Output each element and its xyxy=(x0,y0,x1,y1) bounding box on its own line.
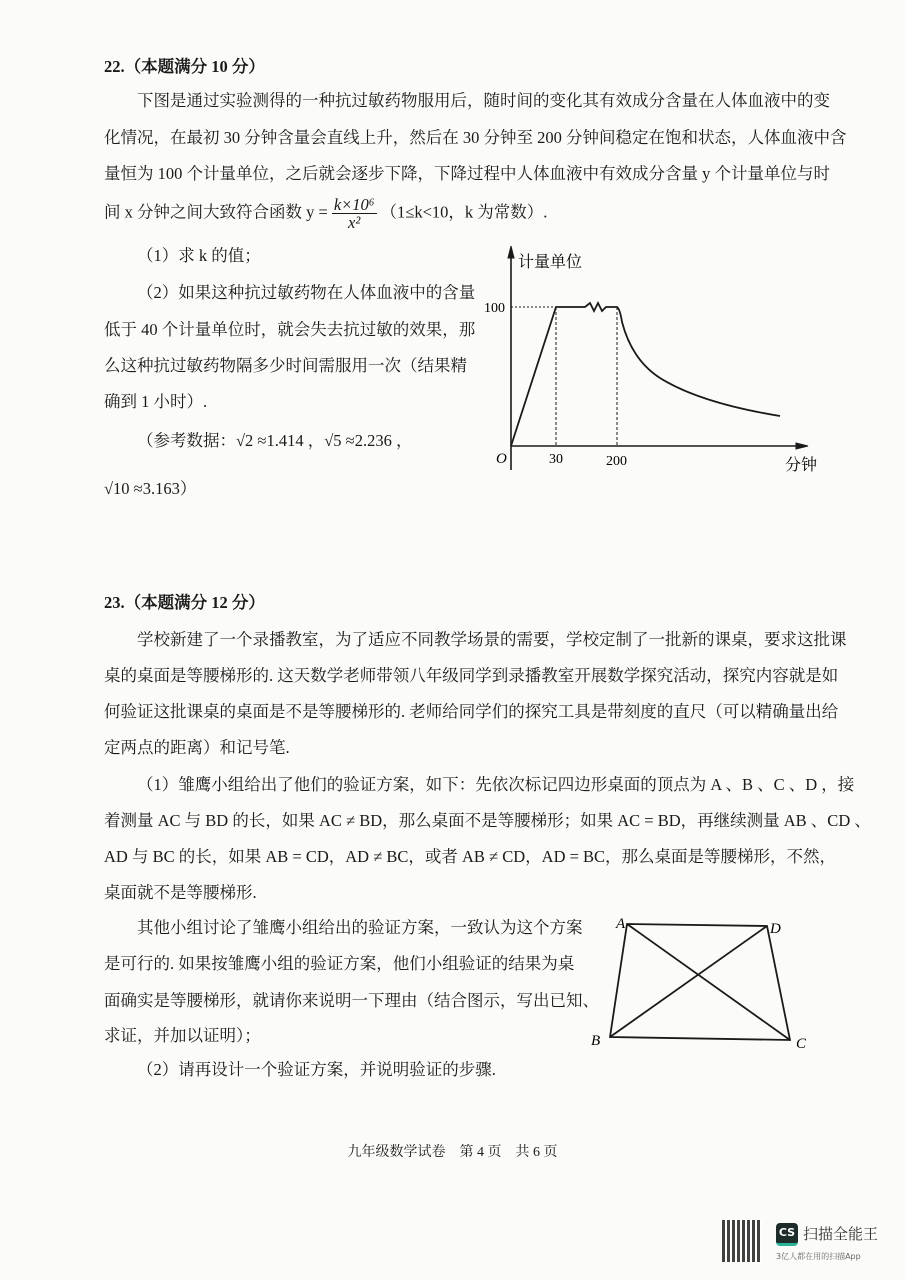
q23-others-3: 面确实是等腰梯形，就请你来说明一下理由（结合图示，写出已知、 xyxy=(104,991,599,1010)
q22-para-3: 量恒为 100 个计量单位，之后就会逐步下降，下降过程中人体血液中有效成分含量 y 个计量单位与时 xyxy=(104,164,830,183)
curve xyxy=(511,303,780,446)
q23-part1-1: （1）雏鹰小组给出了他们的验证方案，如下：先依次标记四边形桌面的顶点为 A 、B 、C 、D ，接 xyxy=(137,775,855,794)
q23-para-3: 何验证这批课桌的桌面是不是等腰梯形的. 老师给同学们的探究工具是带刻度的直尺（可以精确量出给 xyxy=(104,702,839,721)
origin-label: O xyxy=(496,451,507,467)
q22-sub-5: 确到 1 小时）. xyxy=(104,392,208,411)
watermark-tagline: 3亿人都在用的扫描App xyxy=(776,1252,861,1261)
q22-para-2: 化情况，在最初 30 分钟含量会直线上升，然后在 30 分钟至 200 分钟间稳定在饱和状态，人体血液中含 xyxy=(104,128,847,147)
q22-graph xyxy=(480,240,840,480)
formula-denominator: x² xyxy=(348,213,361,232)
watermark-name: 扫描全能王 xyxy=(803,1225,879,1243)
q23-part1-2: 着测量 AC 与 BD 的长，如果 AC ≠ BD，那么桌面不是等腰梯形；如果 AC = BD，再继续测量 AB 、CD 、 xyxy=(104,811,871,830)
q23-others-1: 其他小组讨论了雏鹰小组给出的验证方案，一致认为这个方案 xyxy=(137,918,583,937)
q22-sub-1: （1）求 k 的值； xyxy=(137,246,261,265)
y-tick-100: 100 xyxy=(484,301,505,316)
formula-pre: 间 x 分钟之间大致符合函数 y = xyxy=(104,202,328,222)
q23-title: 23.（本题满分 12 分） xyxy=(104,593,265,612)
q22-sub-4: 么这种抗过敏药物隔多少时间需服用一次（结果精 xyxy=(104,356,467,375)
q23-para-4: 定两点的距离）和记号笔. xyxy=(104,738,290,757)
trapezoid-figure xyxy=(580,905,820,1060)
x-tick-200: 200 xyxy=(606,454,627,469)
q23-para-1: 学校新建了一个录播教室，为了适应不同教学场景的需要，学校定制了一批新的课桌，要求这批课 xyxy=(137,630,847,649)
formula-fraction xyxy=(332,196,377,231)
q23-part1-4: 桌面就不是等腰梯形. xyxy=(104,883,257,902)
diagonal-ac xyxy=(627,924,790,1040)
page-footer: 九年级数学试卷 第 4 页 共 6 页 xyxy=(347,1145,558,1160)
q22-para-1: 下图是通过实验测得的一种抗过敏药物服用后，随时间的变化其有效成分含量在人体血液中的变 xyxy=(137,91,830,110)
q23-others-4: 求证，并加以证明）； xyxy=(104,1026,261,1045)
q22-sub-2: （2）如果这种抗过敏药物在人体血液中的含量 xyxy=(137,283,476,302)
x-label: 分钟 xyxy=(785,457,818,474)
x-tick-30: 30 xyxy=(549,452,563,467)
q22-reference-1: （参考数据：√2 ≈1.414 ，√5 ≈2.236 ， xyxy=(137,431,413,450)
x-axis-arrow xyxy=(796,443,808,449)
vertex-a: A xyxy=(616,916,626,932)
camscanner-logo-icon: CS xyxy=(776,1223,798,1246)
y-axis-arrow xyxy=(508,246,514,258)
q23-para-2: 桌的桌面是等腰梯形的. 这天数学老师带领八年级同学到录播教室开展数学探究活动，探究内容就是如 xyxy=(104,666,839,685)
trapezoid-abcd xyxy=(610,924,790,1040)
formula-numerator: k×10⁶ xyxy=(333,195,375,214)
vertex-b: B xyxy=(591,1033,601,1049)
q23-others-2: 是可行的. 如果按雏鹰小组的验证方案，他们小组验证的结果为桌 xyxy=(104,954,575,973)
q22-formula-line xyxy=(104,196,547,231)
vertex-c: C xyxy=(796,1036,807,1052)
vertex-d: D xyxy=(770,921,781,937)
formula-post: （1≤k<10，k 为常数）. xyxy=(380,202,548,222)
y-label: 计量单位 xyxy=(518,254,583,271)
q22-reference-2: √10 ≈3.163） xyxy=(104,479,197,498)
q23-part1-3: AD 与 BC 的长，如果 AB = CD，AD ≠ BC，或者 AB ≠ CD，AD = BC，那么桌面是等腰梯形，不然， xyxy=(104,847,837,866)
diagonal-bd xyxy=(610,926,767,1037)
q23-part2: （2）请再设计一个验证方案，并说明验证的步骤. xyxy=(137,1060,496,1079)
q22-sub-3: 低于 40 个计量单位时，就会失去抗过敏的效果，那 xyxy=(104,320,476,339)
qr-code-icon xyxy=(722,1220,762,1262)
scanner-watermark xyxy=(722,1220,892,1266)
q22-title: 22.（本题满分 10 分） xyxy=(104,57,265,76)
